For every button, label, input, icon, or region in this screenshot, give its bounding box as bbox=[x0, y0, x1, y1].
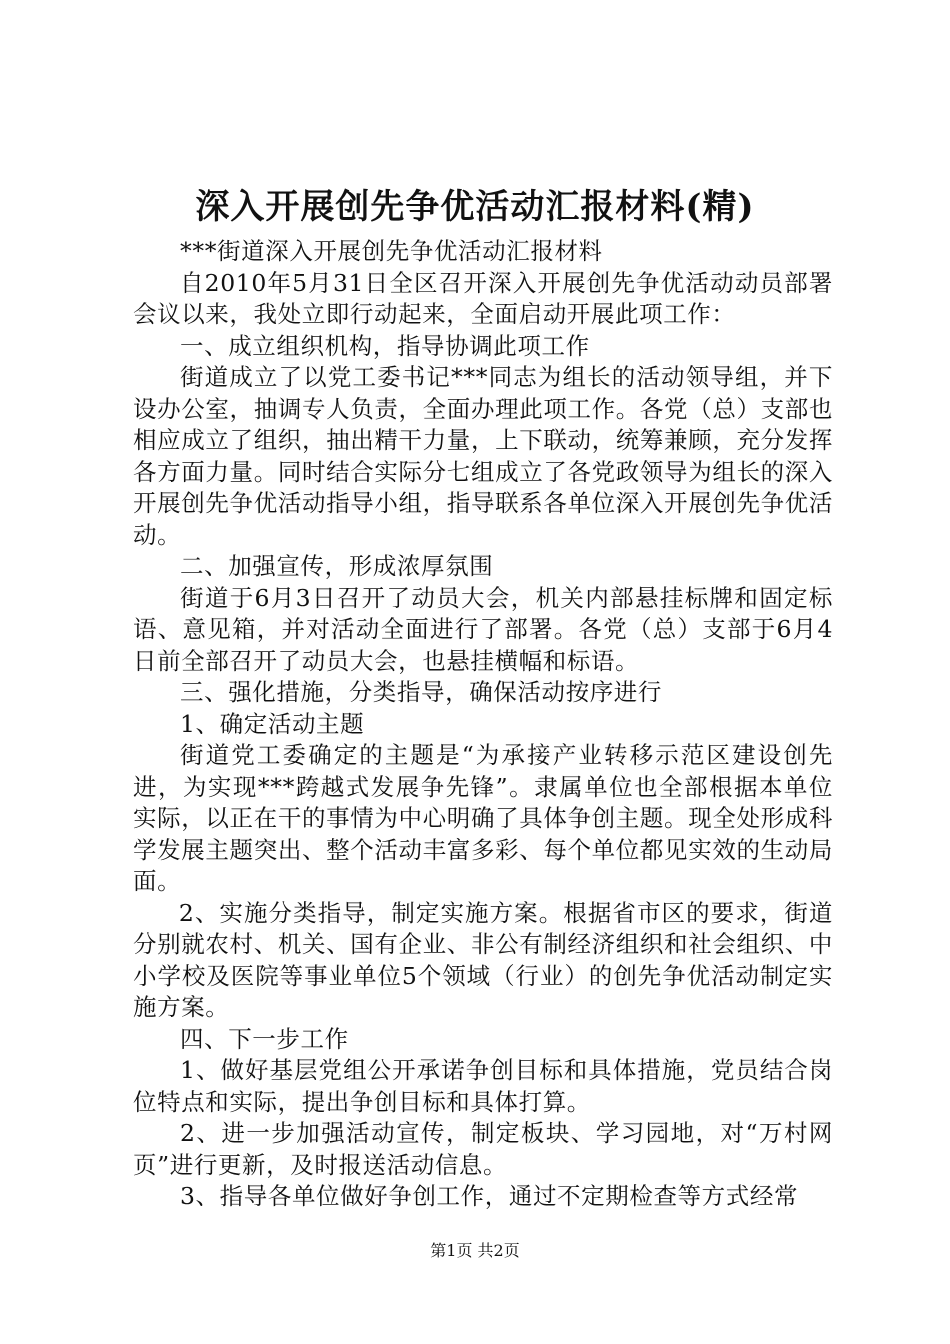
section-heading-1: 一、成立组织机构，指导协调此项工作 bbox=[180, 331, 590, 360]
intro-paragraph: 自2010年5月31日全区召开深入开展创先争优活动动员部署会议以来，我处立即行动起来，全面启动开展此项工作： bbox=[133, 268, 833, 328]
section-2-paragraph: 街道于6月3日召开了动员大会，机关内部悬挂标牌和固定标语、意见箱，并对活动全面进行了部署。各党（总）支部于6月4日前全部召开了动员大会，也悬挂横幅和标语。 bbox=[133, 583, 833, 675]
section-3-2-paragraph: 2、实施分类指导，制定实施方案。根据省市区的要求，街道分别就农村、机关、国有企业、非公有制经济组织和社会组织、中小学校及医院等事业单位5个领域（行业）的创先争优活动制定实施方案。 bbox=[133, 898, 833, 1021]
section-heading-3: 三、强化措施，分类指导，确保活动按序进行 bbox=[180, 678, 662, 706]
section-4-item-2: 2、进一步加强活动宣传，制定板块、学习园地，对“万村网页”进行更新，及时报送活动信息。 bbox=[133, 1119, 833, 1179]
section-heading-2: 二、加强宣传，形成浓厚氛围 bbox=[180, 552, 494, 580]
document-title: 深入开展创先争优活动汇报材料(精) bbox=[195, 187, 755, 227]
subtitle-paragraph: ***街道深入开展创先争优活动汇报材料 bbox=[180, 237, 603, 265]
page-number-footer: 第1页 共2页 bbox=[430, 1241, 520, 1260]
subsection-heading-3-1: 1、确定活动主题 bbox=[180, 709, 365, 738]
section-3-1-paragraph: 街道党工委确定的主题是“为承接产业转移示范区建设创先进，为实现***跨越式发展争先锋”。隶属单位也全部根据本单位实际，以正在干的事情为中心明确了具体争创主题。现全处形成科学发展主题突出、整个活动丰富多彩、每个单位都见实效的生动局面。 bbox=[133, 741, 833, 895]
document-body bbox=[133, 236, 833, 1213]
section-4-item-3: 3、指导各单位做好争创工作，通过不定期检查等方式经常 bbox=[180, 1182, 799, 1210]
section-4-item-1: 1、做好基层党组公开承诺争创目标和具体措施，党员结合岗位特点和实际，提出争创目标和具体打算。 bbox=[133, 1056, 833, 1116]
section-heading-4: 四、下一步工作 bbox=[180, 1024, 349, 1053]
section-1-paragraph: 街道成立了以党工委书记***同志为组长的活动领导组，并下设办公室，抽调专人负责，全面办理此项工作。各党（总）支部也相应成立了组织，抽出精干力量，上下联动，统筹兼顾，充分发挥各方面力量。同时结合实际分七组成立了各党政领导为组长的深入开展创先争优活动指导小组，指导联系各单位深入开展创先争优活动。 bbox=[133, 363, 833, 549]
